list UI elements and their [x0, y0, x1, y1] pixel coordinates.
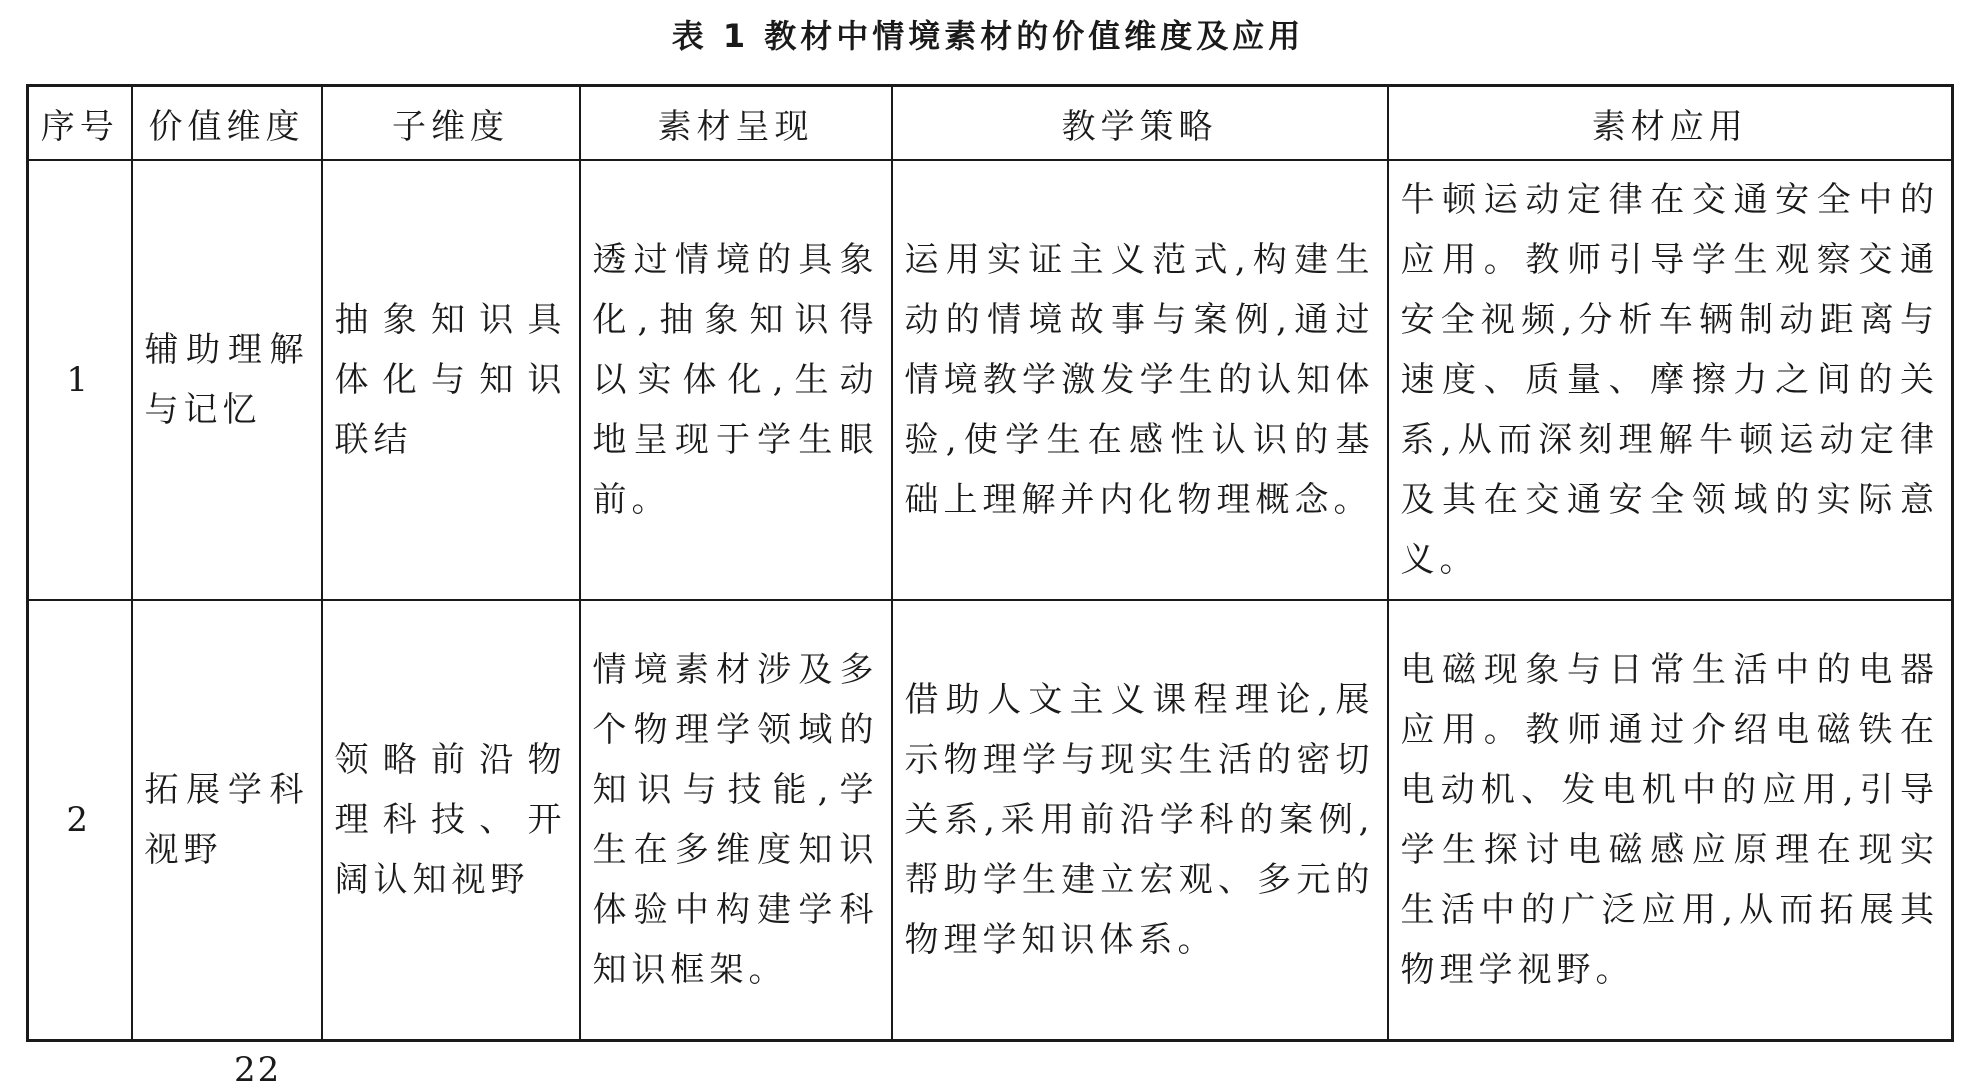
- header-material-presentation: 素材呈现: [580, 86, 892, 161]
- value-dimension-cell: [132, 160, 322, 600]
- value-dimension-table: [26, 84, 1954, 1042]
- application-cell: [1388, 600, 1953, 1040]
- header-teaching-strategy: 教学策略: [892, 86, 1388, 161]
- sub-dimension-text: 领略前沿物理科技、开阔认知视野: [334, 740, 567, 901]
- table-row: [28, 600, 1953, 1040]
- presentation-text: 透过情境的具象化,抽象知识得以实体化,生动地呈现于学生眼前。: [592, 240, 879, 521]
- strategy-cell: [892, 600, 1388, 1040]
- sub-dimension-text: 抽象知识具体化与知识联结: [334, 300, 567, 461]
- value-dimension-text: 辅助理解与记忆: [144, 330, 309, 431]
- page-number: 22: [234, 1050, 282, 1090]
- table-header-row: [28, 86, 1953, 161]
- sub-dimension-cell: [322, 600, 580, 1040]
- row-number: 1: [28, 160, 132, 600]
- table-caption: 表 1 教材中情境素材的价值维度及应用: [671, 17, 1305, 55]
- value-dimension-text: 拓展学科视野: [144, 770, 309, 871]
- strategy-cell: [892, 160, 1388, 600]
- presentation-cell: [580, 600, 892, 1040]
- sub-dimension-cell: [322, 160, 580, 600]
- application-text: 牛顿运动定律在交通安全中的应用。教师引导学生观察交通安全视频,分析车辆制动距离与速度、质量、摩擦力之间的关系,从而深刻理解牛顿运动定律及其在交通安全领域的实际意义。: [1400, 180, 1939, 581]
- strategy-text: 运用实证主义范式,构建生动的情境故事与案例,通过情境教学激发学生的认知体验,使学生在感性认识的基础上理解并内化物理概念。: [904, 240, 1375, 521]
- table-row: [28, 160, 1953, 600]
- header-serial-number: 序号: [28, 86, 132, 161]
- header-material-application: 素材应用: [1388, 86, 1953, 161]
- row-number: 2: [28, 600, 132, 1040]
- header-value-dimension: 价值维度: [132, 86, 322, 161]
- presentation-text: 情境素材涉及多个物理学领域的知识与技能,学生在多维度知识体验中构建学科知识框架。: [592, 650, 879, 991]
- application-text: 电磁现象与日常生活中的电器应用。教师通过介绍电磁铁在电动机、发电机中的应用,引导学生探讨电磁感应原理在现实生活中的广泛应用,从而拓展其物理学视野。: [1400, 650, 1939, 991]
- application-cell: [1388, 160, 1953, 600]
- header-sub-dimension: 子维度: [322, 86, 580, 161]
- presentation-cell: [580, 160, 892, 600]
- value-dimension-cell: [132, 600, 322, 1040]
- strategy-text: 借助人文主义课程理论,展示物理学与现实生活的密切关系,采用前沿学科的案例,帮助学生建立宏观、多元的物理学知识体系。: [904, 680, 1375, 961]
